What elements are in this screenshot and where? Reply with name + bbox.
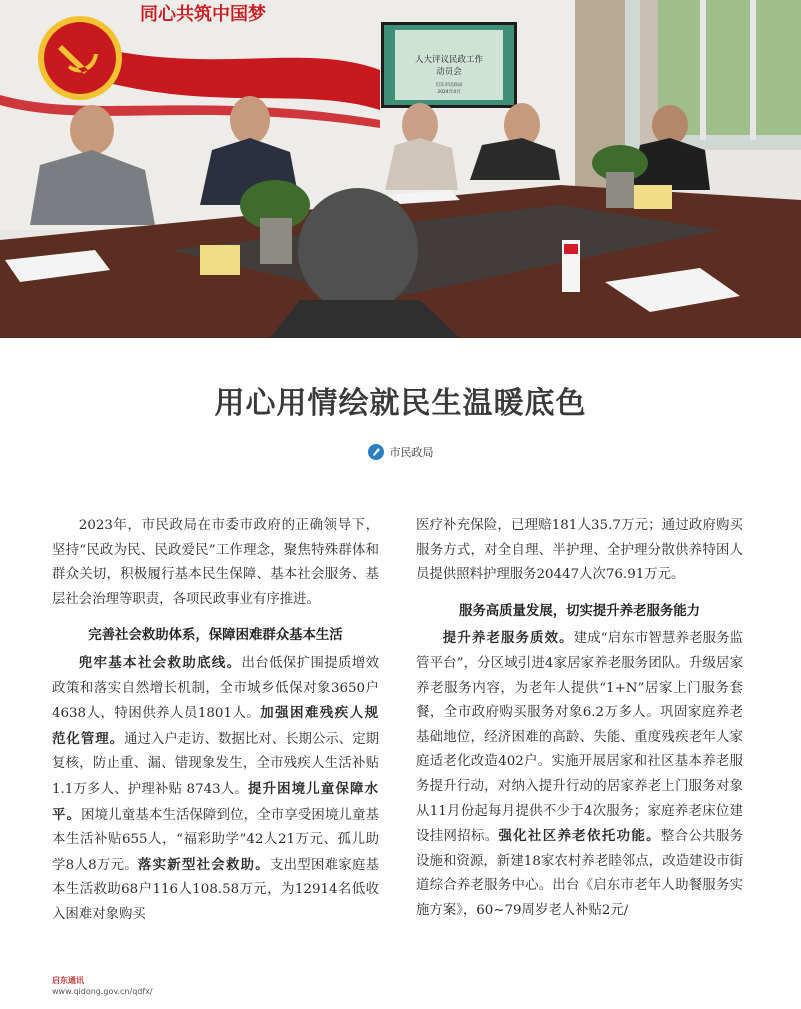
lead-children: 提升困境儿童保障水平。 [52,780,379,823]
screen-date: 2024年4月 [437,90,461,95]
lead-community-care: 强化社区养老依托功能。 [498,828,661,845]
text-new-assistance: 支出型困难家庭基本生活救助68户116人108.58万元，为12914名低收入困难对象购买 [52,857,380,922]
text-disabled: 通过入户走访、数据比对、长期公示、定期复核，防止重、漏、错现象发生，全市残疾人生活补贴1.1万多人、护理补贴 8743人。 [52,731,380,797]
meeting-photo [0,0,801,338]
article-byline [0,444,801,460]
text-children: 困境儿童基本生活保障到位，全市享受困境儿童基本生活补贴655人，“福彩助学”42人21万元、孤儿助学8人8万元。 [52,807,380,873]
right-column [416,514,743,924]
lead-disabled: 加强困难残疾人规范化管理。 [52,705,380,747]
text-elderly-quality: 建成“启东市智慧养老服务监管平台”，分区域引进4家居家养老服务团队。升级居家养老服务内容，为老年人提供“1+N”居家上门服务套餐，全市政府购买服务对象6.2万多人。巩固家庭养老基础地位，经济困难的高龄、失能、重度残疾老年人家庭适老化改造402户。实施开展居家和社区基本养老服务提升行动，对纳入提升行动的居家养老上门服务对象从11月份起每月提供不少于4次服务；家庭养老床位建设挂网招标。 [416,631,743,845]
continuation-paragraph: 医疗补充保险，已理赔181人35.7万元；通过政府购买服务方式，对全自理、半护理、全护理分散供养特困人员提供照料护理服务20447人次76.91万元。 [416,518,743,583]
screen-org: 启东市民政局 [435,83,463,88]
left-column [52,514,379,928]
intro-paragraph: 2023年，市民政局在市委市政府的正确领导下，坚持“民政为民、民政爱民”工作理念，聚焦特殊群体和群众关切，积极履行基本民生保障、基本社会服务、基层社会治理等职责，各项民政事业有序推进。 [52,518,379,607]
section-heading-elderly-care: 服务高质量发展，切实提升养老服务能力 [458,603,701,619]
lead-bottom-line: 兜牢基本社会救助底线。 [78,654,242,671]
lead-elderly-quality: 提升养老服务质效。 [442,630,574,647]
lead-new-assistance: 落实新型社会救助。 [137,856,270,873]
page-footer [52,975,153,998]
elderly-care-paragraph [416,626,743,923]
text-community-care: 整合公共服务设施和资源，新建18家农村养老睦邻点，改造建设市街道综合养老服务中心。出台《启东市老年人助餐服务实施方案》，60~79周岁老人补贴2元/ [416,829,744,918]
footer-brand: 启东通讯 [52,976,84,985]
text-bottom-line: 出台低保扩围提质增效政策和落实自然增长机制，全市城乡低保对象3650户4638人，特困供养人员1801人。 [52,655,380,722]
pen-nib-icon [368,444,384,460]
social-assistance-paragraph [52,651,379,928]
wall-slogan: 同心共筑中国梦 [140,4,266,25]
screen-title-line2: 动员会 [436,67,462,77]
article-title: 用心用情绘就民生温暖底色 [214,386,587,421]
screen-title-line1: 人大评议民政工作 [414,55,484,65]
section-heading-social-assistance: 完善社会救助体系，保障困难群众基本生活 [88,628,343,644]
footer-url: www.qidong.gov.cn/qdfx/ [52,987,153,996]
article-author: 市民政局 [389,446,434,459]
